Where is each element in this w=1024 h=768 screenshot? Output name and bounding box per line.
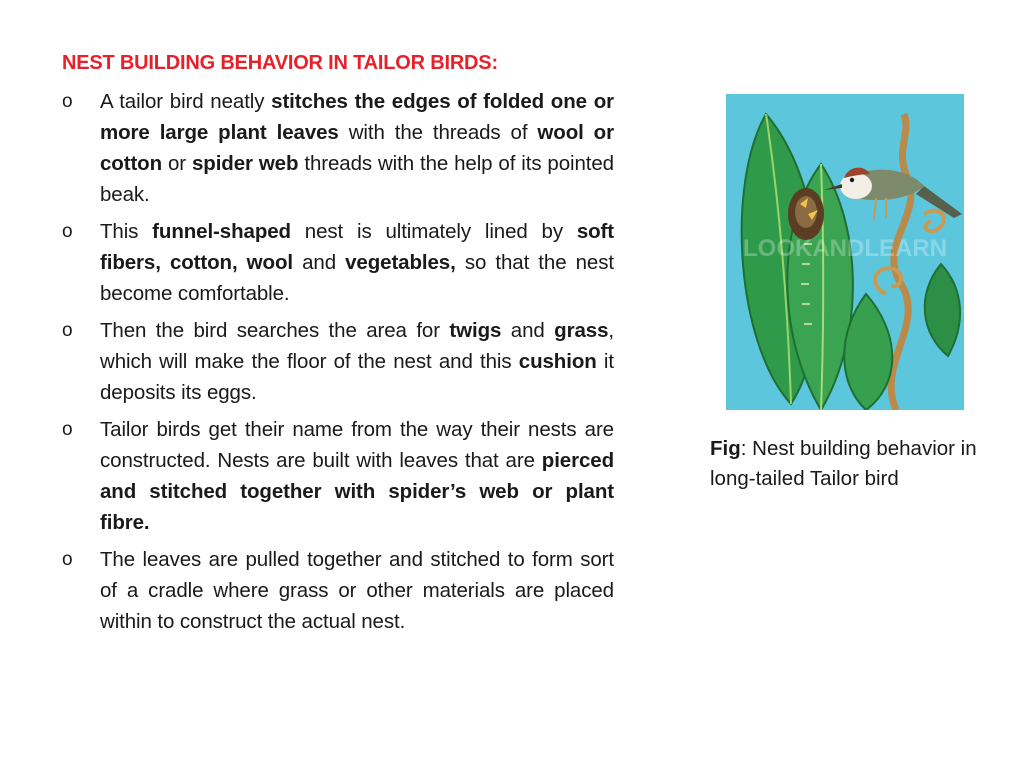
tailor-bird-illustration — [726, 94, 964, 410]
page-title: NEST BUILDING BEHAVIOR IN TAILOR BIRDS: — [62, 52, 498, 74]
bullet-text: Tailor birds get their name from the way their nests are constructed. Nests are built with leaves that are — [100, 418, 614, 472]
bullet-text: so that the nest become comfortable. — [100, 251, 614, 305]
bullet-item — [62, 86, 614, 210]
bullet-text: A tailor bird neatly — [100, 90, 272, 113]
bullet-text: nest is ultimately lined by — [290, 220, 577, 243]
bullet-item — [62, 216, 614, 309]
bullet-text: threads with the help of its pointed beak. — [100, 152, 614, 206]
bullet-bold-text: spider web — [191, 152, 299, 175]
bullet-bold-text: wool or cotton — [100, 121, 614, 175]
bullet-marker: o — [62, 320, 73, 341]
bullet-bold-text: grass — [554, 319, 609, 342]
figure-caption — [710, 434, 1010, 494]
bullet-text: with the threads of — [338, 121, 538, 144]
bullet-item — [62, 544, 614, 637]
bullet-marker: o — [62, 419, 73, 440]
bullet-bold-text: cushion — [518, 350, 597, 373]
bullet-text: This — [100, 220, 153, 243]
bullet-text: , which will make the floor of the nest and this — [100, 319, 614, 373]
bullet-marker: o — [62, 91, 73, 112]
bullet-text: Then the bird searches the area for — [100, 319, 450, 342]
bullet-bold-text: pierced and stitched together with spider’s web or plant fibre. — [100, 449, 614, 534]
bullet-bold-text: soft fibers, cotton, wool — [100, 220, 614, 274]
bullet-bold-text: twigs — [449, 319, 502, 342]
bullet-item — [62, 414, 614, 538]
bullet-text: The leaves are pulled together and stitched to form sort of a cradle where grass or other materials are placed within to construct the actual nest. — [100, 548, 614, 633]
bullet-text: and — [501, 319, 555, 342]
bullet-item — [62, 315, 614, 408]
caption-label: Fig — [710, 437, 741, 460]
bullet-text: and — [292, 251, 346, 274]
caption-text: : Nest building behavior in long-tailed Tailor bird — [710, 437, 977, 490]
bullet-text: or — [162, 152, 192, 175]
bullet-text: it deposits its eggs. — [100, 350, 614, 404]
bullet-bold-text: stitches the edges of folded one or more large plant leaves — [100, 90, 614, 144]
bullet-marker: o — [62, 549, 73, 570]
bullet-bold-text: vegetables, — [345, 251, 456, 274]
bullet-list — [62, 86, 614, 643]
watermark-text: LOOKANDLEARN — [743, 235, 947, 262]
bullet-bold-text: funnel-shaped — [152, 220, 291, 243]
bullet-marker: o — [62, 221, 73, 242]
